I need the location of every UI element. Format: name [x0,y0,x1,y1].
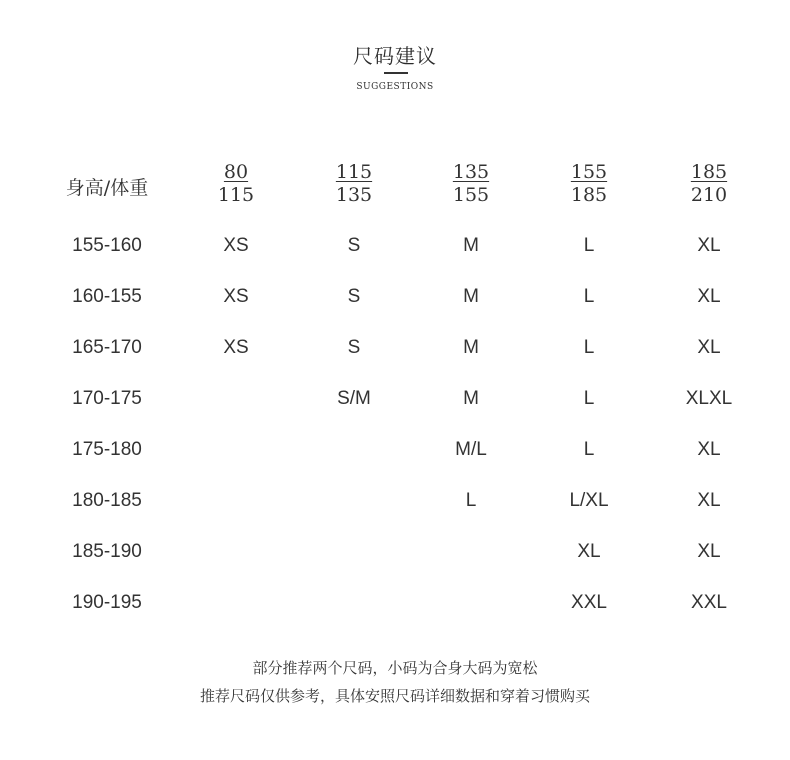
size-cell: XL [697,490,721,511]
size-cell: S [347,235,361,256]
weight-max: 185 [570,184,608,206]
size-cell: XL [697,286,721,307]
size-cell: M [463,337,479,358]
size-cell: XS [223,235,249,256]
height-range-label: 165-170 [72,337,142,358]
height-range-label: 180-185 [72,490,142,511]
size-cell: XS [223,286,249,307]
weight-min: 80 [223,161,249,183]
size-cell: XXL [571,592,607,613]
size-cell: L [583,337,595,358]
weight-column-header [649,161,769,207]
height-range-label: 190-195 [72,592,142,613]
size-cell: M [463,286,479,307]
weight-min: 135 [452,161,490,183]
size-cell: XS [223,337,249,358]
weight-max: 155 [452,184,490,206]
height-range-label: 185-190 [72,541,142,562]
weight-column-header [411,161,531,207]
size-cell: XL [697,439,721,460]
size-cell: S/M [337,388,371,409]
size-cell: S [347,337,361,358]
corner-header: 身高/体重 [65,177,149,199]
size-cell: L/XL [569,490,609,511]
title-divider [384,72,408,74]
size-cell: M [463,235,479,256]
size-cell: M/L [455,439,487,460]
size-cell: XXL [691,592,727,613]
size-cell: L [583,388,595,409]
size-cell: M [463,388,479,409]
size-cell: L [465,490,477,511]
size-cell: L [583,235,595,256]
weight-column-header [529,161,649,207]
weight-min: 185 [690,161,728,183]
size-cell: XL [697,235,721,256]
height-range-label: 170-175 [72,388,142,409]
page-subtitle: SUGGESTIONS [356,82,434,92]
weight-min: 115 [335,161,373,183]
weight-column-header [294,161,414,207]
size-cell: L [583,439,595,460]
weight-column-header [176,161,296,207]
size-cell: S [347,286,361,307]
height-range-label: 155-160 [72,235,142,256]
weight-min: 155 [570,161,608,183]
page-title: 尺码建议 [353,44,437,68]
weight-max: 115 [217,184,255,206]
height-range-label: 175-180 [72,439,142,460]
size-cell: XLXL [685,388,733,409]
weight-max: 135 [335,184,373,206]
size-cell: L [583,286,595,307]
size-cell: XL [577,541,601,562]
height-range-label: 160-155 [72,286,142,307]
size-note-line-2: 推荐尺码仅供参考，具体安照尺码详细数据和穿着习惯购买 [199,687,590,705]
weight-max: 210 [690,184,728,206]
size-cell: XL [697,541,721,562]
size-cell: XL [697,337,721,358]
size-note-line-1: 部分推荐两个尺码，小码为合身大码为宽松 [252,659,538,677]
